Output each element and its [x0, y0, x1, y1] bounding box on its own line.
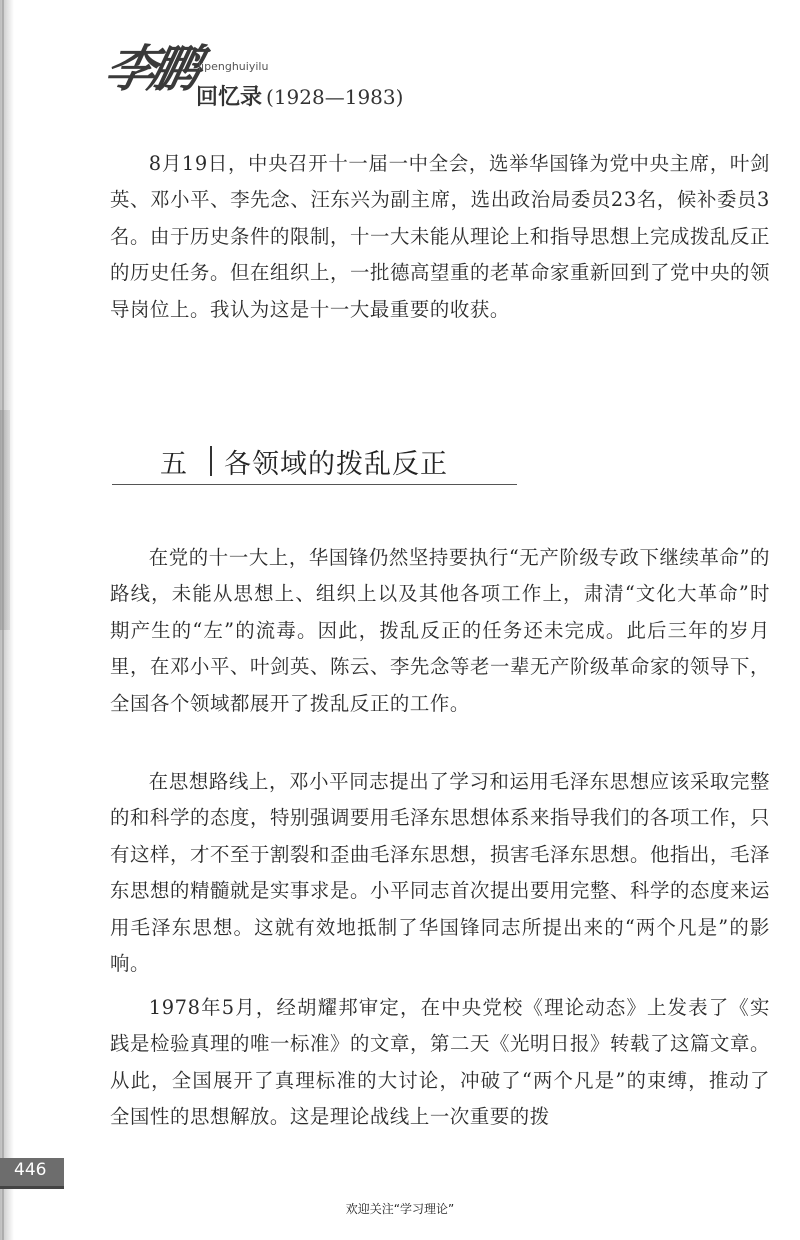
paragraph-4: 1978年5月，经胡耀邦审定，在中央党校《理论动态》上发表了《实践是检验真理的唯一标准》的文章，第二天《光明日报》转载了这篇文章。从此，全国展开了真理标准的大讨论，冲破了“两个凡是”的束缚，推动了全国性的思想解放。这是理论战线上一次重要的拨 — [110, 996, 770, 1129]
section-title: 各领域的拨乱反正 — [224, 449, 448, 480]
book-title-text: 回忆录 — [196, 85, 263, 110]
header-pinyin: lipenghuiyilu — [198, 60, 269, 73]
page-number: 446 — [14, 1160, 47, 1180]
spine-stain — [0, 410, 10, 630]
section-underline — [112, 484, 517, 485]
paragraph-2: 在党的十一大上，华国锋仍然坚持要执行“无产阶级专政下继续革命”的路线，未能从思想上、组织上以及其他各项工作上，肃清“文化大革命”时期产生的“左”的流毒。因此，拨乱反正的任务还未完成。此后三年的岁月里，在邓小平、叶剑英、陈云、李先念等老一辈无产阶级革命家的领导下，全国各个领域都展开了拨乱反正的工作。 — [110, 546, 770, 715]
author-signature-logo: 李鹏 — [99, 39, 201, 98]
page-number-tab — [0, 1158, 64, 1189]
book-title — [196, 80, 403, 111]
footer-watermark: 欢迎关注“学习理论” — [345, 1202, 455, 1216]
book-years: (1928—1983) — [266, 85, 404, 109]
section-number: 五 — [160, 449, 187, 480]
paragraph-1: 8月19日，中央召开十一届一中全会，选举华国锋为党中央主席，叶剑英、邓小平、李先念、汪东兴为副主席，选出政治局委员23名，候补委员3名。由于历史条件的限制，十一大未能从理论上和指导思想上完成拨乱反正的历史任务。但在组织上，一批德高望重的老革命家重新回到了党中央的领导岗位上。我认为这是十一大最重要的收获。 — [110, 152, 770, 321]
page-header — [99, 39, 526, 124]
paragraph-3: 在思想路线上，邓小平同志提出了学习和运用毛泽东思想应该采取完整的和科学的态度，特别强调要用毛泽东思想体系来指导我们的各项工作，只有这样，才不至于割裂和歪曲毛泽东思想，损害毛泽东思想。他指出，毛泽东思想的精髓就是实事求是。小平同志首次提出要用完整、科学的态度来运用毛泽东思想。这就有效地抵制了华国锋同志所提出来的“两个凡是”的影响。 — [110, 770, 770, 976]
section-heading — [112, 440, 517, 486]
section-divider-bar — [210, 446, 212, 476]
